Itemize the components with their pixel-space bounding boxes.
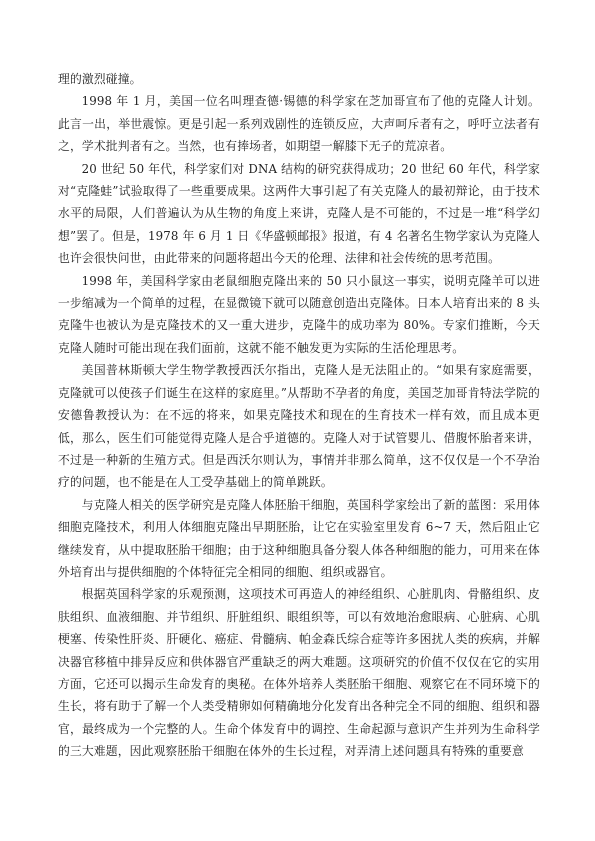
document-page [58, 68, 540, 763]
paragraph-6: 与克隆人相关的医学研究是克隆人体胚胎干细胞，英国科学家绘出了新的蓝图：采用体细胞克隆技术，利用人体细胞克隆出早期胚胎，让它在实验室里发育 6~7 天，然后阻止它继续发育，从中提取胚胎干细胞；由于这种细胞具备分裂人体各种细胞的能力，可用来在体外培育出与提供细胞的个体特征完全相同的细胞、组织或器官。 [58, 497, 540, 579]
paragraph-2: 1998 年 1 月，美国一位名叫理查德·锡德的科学家在芝加哥宣布了他的克隆人计划。此言一出，举世震惊。更是引起一系列戏剧性的连锁反应，大声呵斥者有之，呼吁立法者有之，学术批判者有之。当然，也有捧场者，如期望一解膝下无子的荒凉者。 [58, 94, 540, 154]
paragraph-4: 1998 年，美国科学家由老鼠细胞克隆出来的 50 只小鼠这一事实，说明克隆羊可以进一步缩减为一个简单的过程，在显微镜下就可以随意创造出克隆体。日本人培育出来的 8 头克隆牛也被认为是克隆技术的又一重大进步，克隆牛的成功率为 80%。专家们推断，今天克隆人随时可能出现在我们面前，这就不能不触发更为实际的生活伦理思考。 [58, 273, 540, 355]
paragraph-1: 理的激烈碰撞。 [58, 72, 142, 86]
paragraph-3: 20 世纪 50 年代，科学家们对 DNA 结构的研究获得成功；20 世纪 60 年代，科学家对“克隆蛙”试验取得了一些重要成果。这两件大事引起了有关克隆人的最初辩论，由于技术水平的局限，人们普遍认为从生物的角度上来讲，克隆人是不可能的，不过是一堆“科学幻想”罢了。但是，1978 年 6 月 1 日《华盛顿邮报》报道，有 4 名著名生物学家认为克隆人也许会很快问世，由此带来的问题将超出今天的伦理、法律和社会传统的思考范围。 [58, 161, 540, 266]
paragraph-5: 美国普林斯顿大学生物学教授西沃尔指出，克隆人是无法阻止的。“如果有家庭需要，克隆就可以使孩子们诞生在这样的家庭里。”从帮助不孕者的角度，美国芝加哥肯特法学院的安德鲁教授认为：在不远的将来，如果克隆技术和现在的生育技术一样有效，而且成本更低，那么，医生们可能觉得克隆人是合乎道德的。克隆人对于试管婴儿、借腹怀胎者来讲，不过是一种新的生殖方式。但是西沃尔则认为，事情并非那么简单，这不仅仅是一个不孕治疗的问题，也不能是在人工受孕基础上的简单跳跃。 [58, 363, 540, 490]
paragraph-7: 根据英国科学家的乐观预测，这项技术可再造人的神经组织、心脏肌肉、骨骼组织、皮肤组织、血液细胞、并节组织、肝脏组织、眼组织等，可以有效地治愈眼病、心脏病、心肌梗塞、传染性肝炎、肝硬化、癌症、骨髓病、帕金森氏综合症等许多困扰人类的疾病，并解决器官移植中排异反应和供体器官严重缺乏的两大难题。这项研究的价值不仅仅在它的实用方面，它还可以揭示生命发育的奥秘。在体外培养人类胚胎干细胞、观察它在不同环境下的生长，将有助于了解一个人类受精卵如何精确地分化发育出各种完全不同的细胞、组织和器官，最终成为一个完整的人。生命个体发育中的调控、生命起源与意识产生并列为生命科学的三大难题，因此观察胚胎干细胞在体外的生长过程，对弄清上述问题具有特殊的重要意 [58, 587, 540, 759]
